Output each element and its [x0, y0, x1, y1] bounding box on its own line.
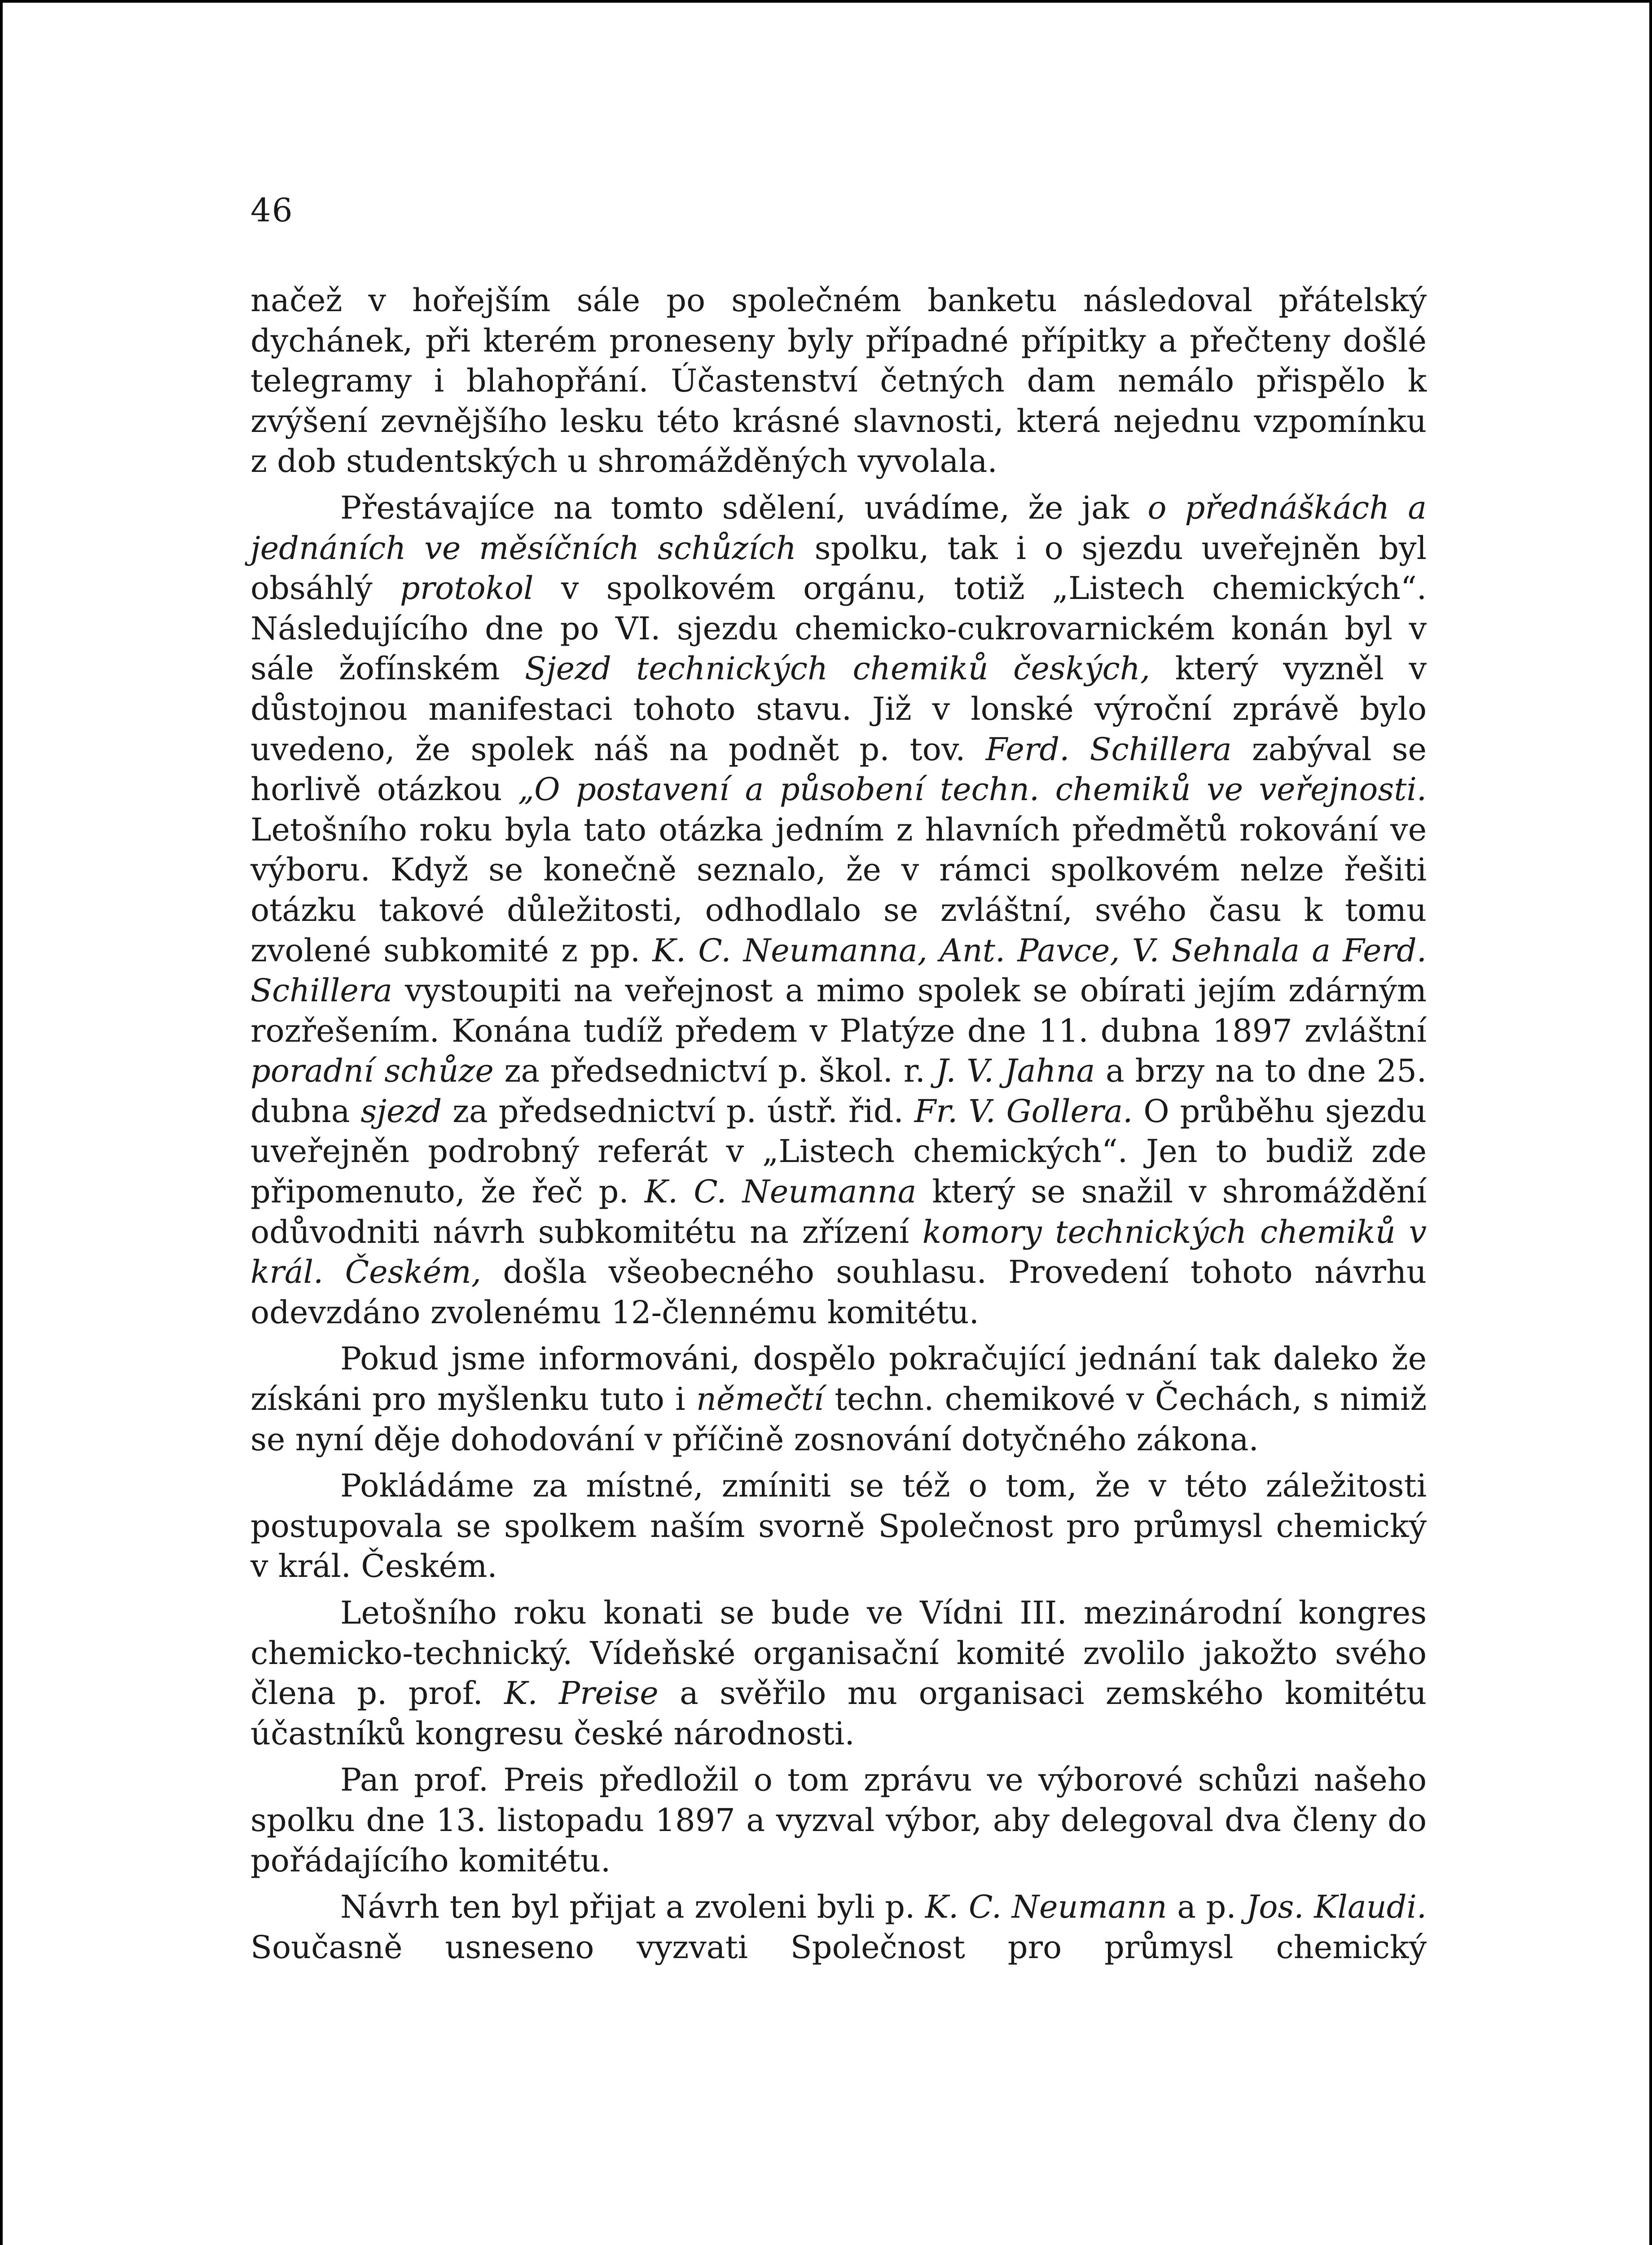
text-run: Letošního roku konati se bude ve Vídni III. mezinárodní kongres chemicko-technický. Vídeňské organisační komité zvolilo jakožto svého člena p. prof.: [250, 1594, 1427, 1712]
text-run: v spolkovém orgánu, totiž „Listech chemických“. Následujícího dne po VI. sjezdu chemicko-cukrovarnickém konán byl v sále žofínském: [250, 570, 1427, 687]
text-run: a brzy na to dne 25. dubna: [250, 1052, 1427, 1130]
italic-text: Ferd. Schillera: [985, 731, 1232, 768]
paragraph: [250, 1887, 1427, 1968]
italic-text: Sjezd technických chemiků českých,: [525, 650, 1151, 687]
italic-text: komory technických chemiků v král. Českém,: [250, 1213, 1427, 1291]
page-number: 46: [250, 191, 294, 229]
text-run: za předsednictví p. ústř. řid.: [442, 1092, 914, 1130]
text-run: a svěřilo mu organisaci zemského komitétu účastníků kongresu české národnosti.: [250, 1675, 1427, 1752]
text-run: Návrh ten byl přijat a zvoleni byli p.: [340, 1888, 925, 1926]
italic-text: K. C. Neumann: [925, 1888, 1167, 1926]
text-run: Současně usneseno vyzvati Společnost pro průmysl chemický: [250, 1928, 1427, 1966]
text-run: který vyzněl v důstojnou manifestaci tohoto stavu. Již v lonské výroční zprávě bylo uvedeno, že spolek náš na podnět p. tov.: [250, 650, 1427, 768]
text-run: za předsednictví p. škol. r.: [493, 1052, 936, 1090]
italic-text: J. V. Jahna: [936, 1052, 1095, 1090]
italic-text: „O postavení a působení techn. chemiků ve veřejnosti.: [518, 771, 1427, 808]
text-run: načež v hořejším sále po společném banketu následoval přátelský dychánek, při kterém proneseny byly případné přípitky a přečteny došlé telegramy i blahopřání. Účastenství četných dam nemálo přispělo k zvýšení zevnějšího lesku této krásné slavnosti, která nejednu vzpomínku z dob studentských u shromážděných vyvolala.: [250, 282, 1427, 480]
italic-text: sjezd: [360, 1092, 442, 1130]
text-run: spolku, tak i o sjezdu uveřejněn byl obsáhlý: [250, 529, 1427, 607]
text-run: Pokládáme za místné, zmíniti se též o tom, že v této záležitosti postupovala se spolkem naším svorně Společnost pro průmysl chemický v král. Českém.: [250, 1467, 1427, 1585]
paragraph: [250, 1339, 1427, 1460]
italic-text: poradní schůze: [250, 1052, 494, 1090]
paragraph: [250, 1593, 1427, 1754]
body-text: [250, 281, 1427, 1974]
text-run: O průběhu sjezdu uveřejněn podrobný referát v „Listech chemických“. Jen to budiž zde připomenuto, že řeč p.: [250, 1092, 1427, 1211]
italic-text: němečtí: [696, 1381, 824, 1418]
paragraph: [250, 281, 1427, 482]
text-run: zabýval se horlivě otázkou: [250, 731, 1427, 808]
text-run: a p.: [1167, 1888, 1247, 1926]
text-run: Pokud jsme informováni, dospělo pokračující jednání tak daleko že získáni pro myšlenku tuto i: [250, 1340, 1427, 1418]
italic-text: Fr. V. Gollera.: [914, 1092, 1133, 1130]
italic-text: o přednáškách a jednáních ve měsíčních schůzích: [250, 489, 1427, 567]
paragraph: [250, 1466, 1427, 1587]
text-run: Pan prof. Preis předložil o tom zprávu ve výborové schůzi našeho spolku dne 13. listopadu 1897 a vyzval výbor, aby delegoval dva členy do pořádajícího komitétu.: [250, 1761, 1427, 1879]
italic-text: K. C. Neumanna, Ant. Pavce, V. Sehnala a Ferd. Schillera: [250, 932, 1427, 1009]
paragraph: [250, 1760, 1427, 1881]
text-run: Přestávajíce na tomto sdělení, uvádíme, že jak: [340, 489, 1148, 526]
italic-text: protokol: [400, 570, 534, 607]
paragraph: [250, 488, 1427, 1333]
text-run: který se snažil v shromáždění odůvodniti návrh subkomitétu na zřízení: [250, 1173, 1427, 1250]
italic-text: K. C. Neumanna: [644, 1173, 917, 1211]
text-run: došla všeobecného souhlasu. Provedení tohoto návrhu odevzdáno zvolenému 12-člennému komitétu.: [250, 1254, 1427, 1331]
italic-text: Jos. Klaudi.: [1246, 1888, 1427, 1926]
italic-text: K. Preise: [504, 1675, 659, 1712]
text-run: Letošního roku byla tato otázka jedním z hlavních předmětů rokování ve výboru. Když se konečně seznalo, že v rámci spolkovém nelze řešiti otázku takové důležitosti, odhodlalo se zvláštní, svého času k tomu zvolené subkomité z pp.: [250, 811, 1427, 969]
text-run: techn. chemikové v Čechách, s nimiž se nyní děje dohodování v příčině zosnování dotyčného zákona.: [250, 1381, 1427, 1458]
text-run: vystoupiti na veřejnost a mimo spolek se obírati jejím zdárným rozřešením. Konána tudíž předem v Platýze dne 11. dubna 1897 zvláštní: [250, 972, 1427, 1049]
